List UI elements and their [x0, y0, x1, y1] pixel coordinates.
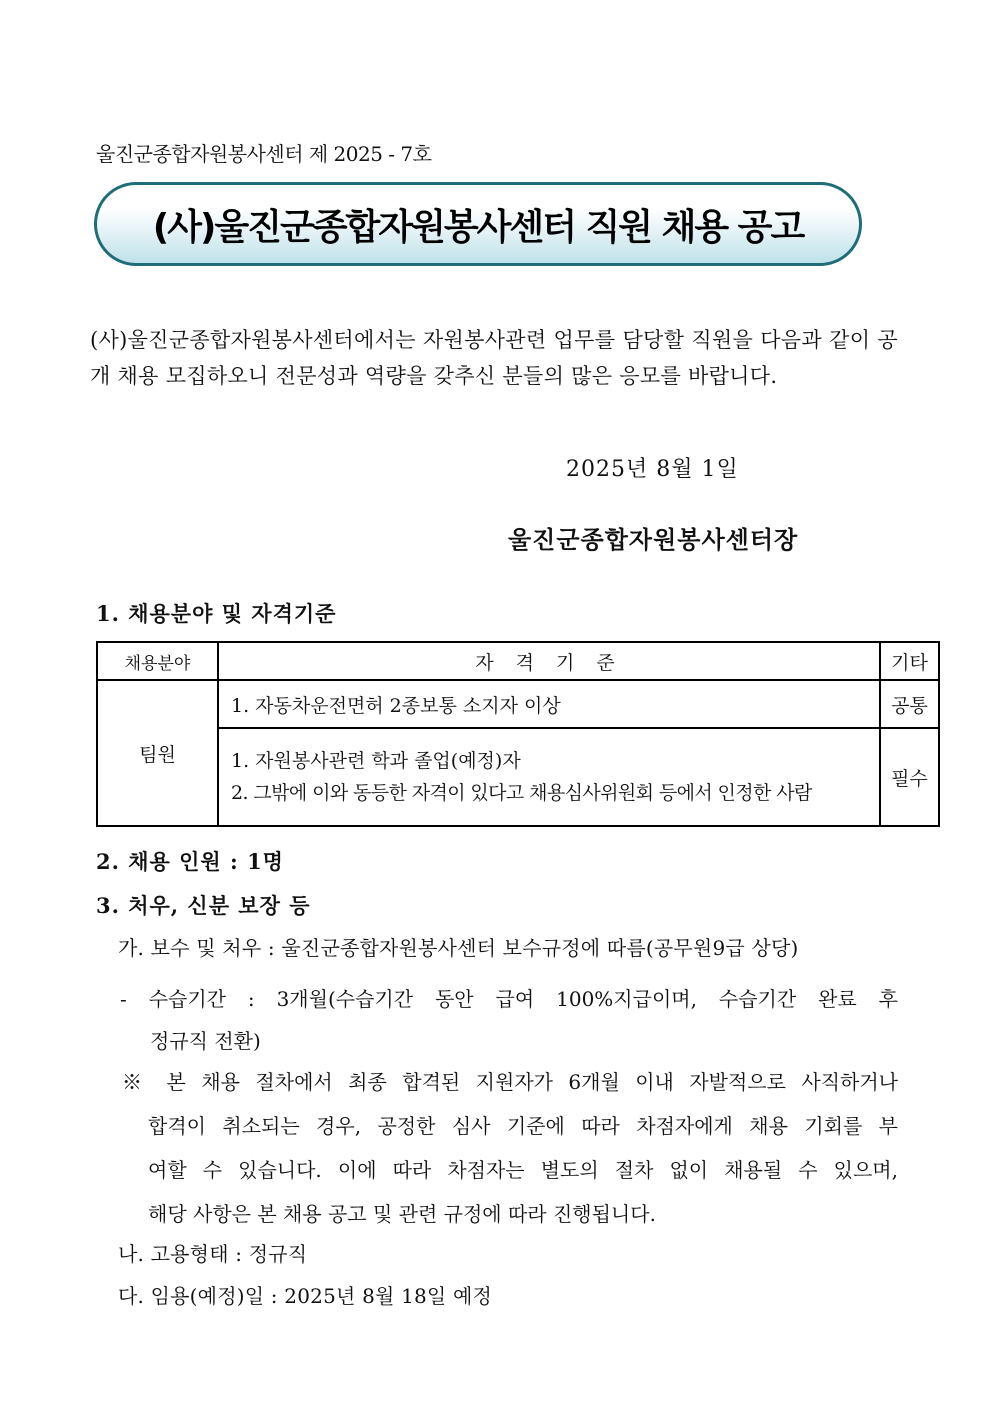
document-number: 울진군종합자원봉사센터 제 2025 - 7호: [96, 142, 432, 166]
section1-heading: 1. 채용분야 및 자격기준: [96, 601, 337, 626]
table-row: [97, 728, 939, 826]
etc-cell: 공통: [880, 680, 939, 728]
section2-heading: 2. 채용 인원 : 1명: [96, 849, 284, 874]
etc-cell: 필수: [880, 728, 939, 826]
criteria-line: 1. 자동차운전면허 2종보통 소지자 이상: [231, 694, 561, 717]
intro-paragraph: (사)울진군종합자원봉사센터에서는 자원봉사관련 업무를 담당할 직원을 다음과 같이 공개 채용 모집하오니 전문성과 역량을 갖추신 분들의 많은 응모를 바랍니다.: [90, 328, 898, 388]
note-line: 합격이 취소되는 경우, 공정한 심사 기준에 따라 차점자에게 채용 기회를 부: [148, 1114, 898, 1138]
header-criteria: 자 격 기 준: [218, 642, 880, 680]
section3-heading: 3. 처우, 신분 보장 등: [96, 893, 311, 918]
title-banner: [94, 182, 862, 266]
probation-line: 정규직 전환): [150, 1029, 261, 1053]
announcement-date: 2025년 8월 1일: [566, 457, 739, 482]
probation-line: - 수습기간 : 3개월(수습기간 동안 급여 100%지급이며, 수습기간 완료 후: [120, 987, 898, 1011]
criteria-line: 1. 자원봉사관련 학과 졸업(예정)자: [231, 750, 521, 772]
qualification-table: [96, 641, 940, 827]
table-row: [97, 680, 939, 728]
header-etc: 기타: [880, 642, 939, 680]
page-title: (사)울진군종합자원봉사센터 직원 채용 공고: [152, 206, 804, 248]
header-field: 채용분야: [97, 642, 218, 680]
signature: 울진군종합자원봉사센터장: [508, 525, 799, 554]
criteria-cell: [218, 680, 880, 728]
employment-type-item: 나. 고용형태 : 정규직: [118, 1242, 308, 1266]
note-block: [122, 1060, 898, 1236]
criteria-line: 2. 그밖에 이와 동등한 자격이 있다고 채용심사위원회 등에서 인정한 사람: [231, 782, 812, 804]
table-header-row: [97, 642, 939, 680]
note-line: 해당 사항은 본 채용 공고 및 관련 규정에 따라 진행됩니다.: [148, 1202, 656, 1226]
note-line: 여할 수 있습니다. 이에 따라 차점자는 별도의 절차 없이 채용될 수 있으며,: [148, 1158, 898, 1182]
appointment-date-item: 다. 임용(예정)일 : 2025년 8월 18일 예정: [118, 1284, 493, 1308]
field-cell: 팀원: [97, 680, 218, 826]
salary-item: 가. 보수 및 처우 : 울진군종합자원봉사센터 보수규정에 따름(공무원9급 상당): [118, 936, 799, 960]
probation-block: [120, 978, 898, 1062]
note-line: ※ 본 채용 절차에서 최종 합격된 지원자가 6개월 이내 자발적으로 사직하거나: [122, 1070, 898, 1094]
criteria-cell: [218, 728, 880, 826]
